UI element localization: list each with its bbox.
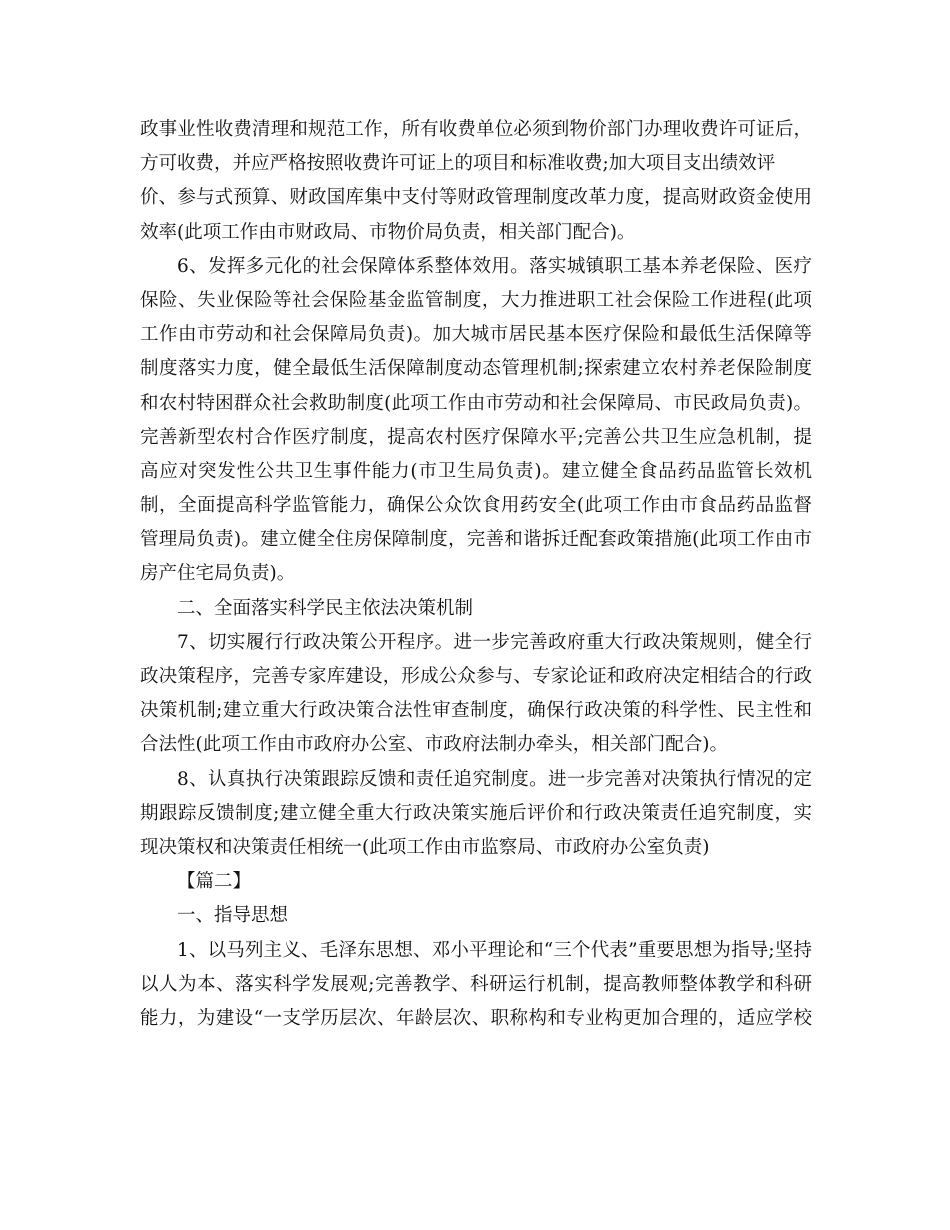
text-line: 现决策权和决策责任相统一(此项工作由市监察局、市政府办公室负责) [140,836,710,858]
text-line: 二、全面落实科学民主依法决策机制 [177,597,474,619]
text-line: 政事业性收费清理和规范工作，所有收费单位必须到物价部门办理收费许可证后， [140,119,812,140]
text-line: 合法性(此项工作由市政府办公室、市政府法制办牵头，相关部门配合)。 [140,734,728,756]
text-line: 保险、失业保险等社会保险基金监管制度，大力推进职工社会保险工作进程(此项 [140,289,812,311]
text-line: 1、以马列主义、毛泽东思想、邓小平理论和“三个代表”重要思想为指导;坚持 [177,939,812,961]
text-line: 制，全面提高科学监管能力，确保公众饮食用药安全(此项工作由市食品药品监督 [140,495,812,517]
text-line: 效率(此项工作由市财政局、市物价局负责，相关部门配合)。 [140,221,636,243]
text-line: 方可收费，并应严格按照收费许可证上的项目和标准收费;加大项目支出绩效评 [140,153,776,175]
text-line: 完善新型农村合作医疗制度，提高农村医疗保障水平;完善公共卫生应急机制，提 [140,426,812,448]
text-line: 能力，为建设“一支学历层次、年龄层次、职称构和专业构更加合理的，适应学校 [140,1007,812,1029]
document-body [140,113,812,1036]
text-line: 8、认真执行决策跟踪反馈和责任追究制度。进一步完善对决策执行情况的定 [177,768,812,790]
text-line: 管理局负责)。建立健全住房保障制度，完善和谐拆迁配套政策措施(此项工作由市 [140,529,812,551]
text-line: 期跟踪反馈制度;建立健全重大行政决策实施后评价和行政决策责任追究制度，实 [140,802,812,824]
text-line: 工作由市劳动和社会保障局负责)。加大城市居民基本医疗保险和最低生活保障等 [140,324,812,346]
text-line: 6、发挥多元化的社会保障体系整体效用。落实城镇职工基本养老保险、医疗 [177,255,812,277]
text-line: 和农村特困群众社会救助制度(此项工作由市劳动和社会保障局、市民政局负责)。 [140,392,812,414]
text-line: 7、切实履行行政决策公开程序。进一步完善政府重大行政决策规则，健全行 [177,631,812,653]
text-line: 政决策程序，完善专家库建设，形成公众参与、专家论证和政府决定相结合的行政 [140,666,812,687]
text-line: 决策机制;建立重大行政决策合法性审查制度，确保行政决策的科学性、民主性和 [140,700,812,722]
text-line: 制度落实力度，健全最低生活保障制度动态管理机制;探索建立农村养老保险制度 [140,358,812,380]
text-line: 【篇二】 [177,871,252,893]
text-line: 一、指导思想 [177,905,289,927]
text-line: 价、参与式预算、财政国库集中支付等财政管理制度改革力度，提高财政资金使用 [140,187,812,209]
text-line: 高应对突发性公共卫生事件能力(市卫生局负责)。建立健全食品药品监管长效机 [140,460,812,482]
text-line: 以人为本、落实科学发展观;完善教学、科研运行机制，提高教师整体教学和科研 [140,973,812,995]
text-line: 房产住宅局负责)。 [140,563,296,585]
